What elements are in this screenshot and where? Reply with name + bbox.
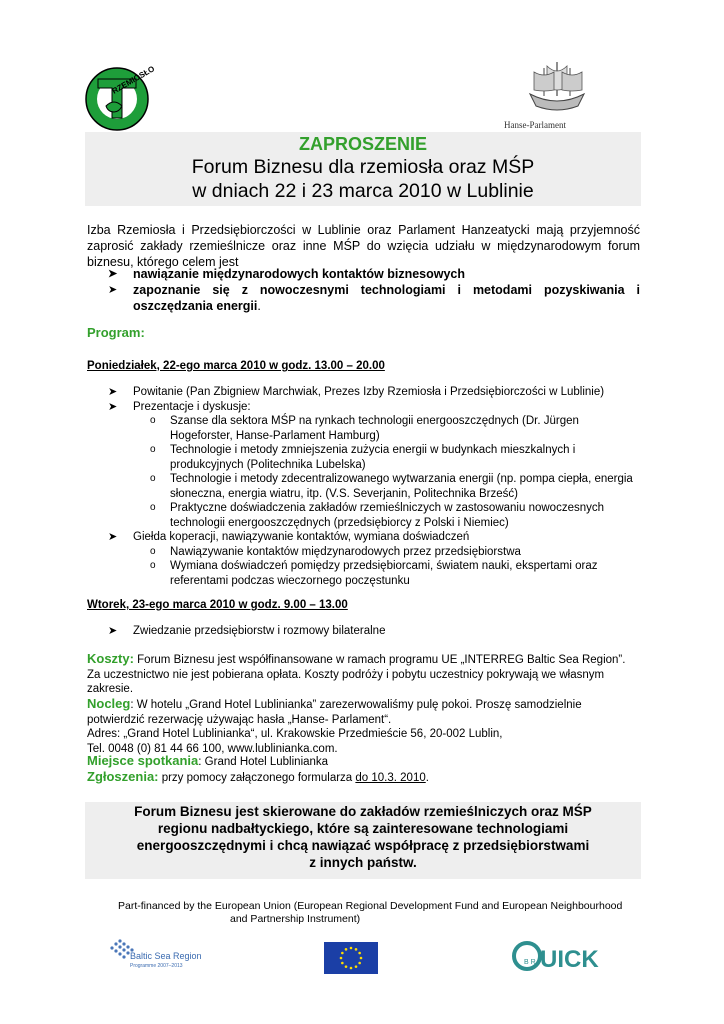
subtitle-line2: w dniach 22 i 23 marca 2010 w Lublinie: [192, 180, 534, 202]
baltic-sea-region-logo: [104, 932, 214, 972]
exchange-item: o Nawiązywanie kontaktów międzynarodowych przez przedsiębiorstwa: [150, 545, 521, 558]
hanse-parlament-caption: Hanse-Parlament: [504, 120, 566, 130]
arrow-bullet-icon: ➤: [108, 400, 118, 413]
venue-label: Miejsce spotkania: [87, 753, 199, 768]
hanse-ship-logo: [522, 58, 592, 118]
funding-line1: Part-financed by the European Union (European Regional Development Fund and European Neighbourhood: [118, 900, 623, 912]
presentation-item: o Praktyczne doświadczenia zakładów rzemieślniczych w zastosowaniu nowoczesnych technologii energooszczędnych (przedsiębiorcy z Polski i Niemiec): [150, 502, 605, 529]
funding-note: [118, 900, 648, 926]
page-title: ZAPROSZENIE: [298, 134, 427, 154]
day1-heading: Poniedziałek, 22-ego marca 2010 w godz. 13.00 – 20.00: [87, 360, 385, 372]
eu-star-icon: [341, 962, 344, 965]
intro-paragraph: [87, 222, 640, 270]
rzemioslo-logo: [84, 64, 157, 132]
eu-star-icon: [358, 962, 361, 965]
eu-star-icon: [350, 947, 353, 950]
eu-star-icon: [358, 952, 361, 955]
eu-star-icon: [355, 948, 358, 951]
presentation-item: o Technologie i metody zdecentralizowanego wytwarzania energii (np. pompa ciepła, energia słoneczna, energia wiatru, itp. (V.S. Severjanin, Politechnika Brześć): [150, 473, 633, 500]
costs-label: Koszty:: [87, 651, 134, 666]
lodging-label: Nocleg: [87, 696, 131, 711]
lodging-paragraph: Nocleg: W hotelu „Grand Hotel Lublinianka” zarezerwowaliśmy pulę pokoi. Proszę samodzielnie potwierdzić rezerwację używając hasła „Hanse- Parlament“. Adres: „Grand Hotel Lublinianka“, ul. Krakowskie Przedmieście 56, 20-002 Lublin, Tel. 0048 (0) 81 44 66 100, www.lublinianka.com.: [87, 697, 640, 756]
circle-bullet-icon: o: [150, 444, 156, 455]
arrow-bullet-icon: ➤: [108, 284, 118, 296]
presentation-item: o Szanse dla sektora MŚP na rynkach technologii energooszczędnych (Dr. Jürgen Hogeforster, Hanse-Parlament Hamburg): [150, 415, 579, 442]
presentation-item: o Technologie i metody zmniejszenia zużycia energii w budynkach mieszkalnych i produkcyjnych (Politechnika Lubelska): [150, 444, 576, 471]
agenda-item: ➤ Powitanie (Pan Zbigniew Marchwiak, Prezes Izby Rzemiosła i Przedsiębiorczości w Lublinie): [108, 386, 605, 398]
svg-text:B R: B R: [524, 959, 536, 966]
circle-bullet-icon: o: [150, 473, 156, 484]
agenda-item: ➤ Zwiedzanie przedsiębiorstw i rozmowy bilateralne: [108, 625, 386, 637]
eu-star-icon: [340, 957, 343, 960]
audience-line: z innych państw.: [309, 855, 417, 870]
audience-line: energooszczędnymi i chcą nawiązać współpracę z przedsiębiorstwami: [136, 838, 590, 853]
goal-item: ➤ zapoznanie się z nowoczesnymi technologiami i metodami pozyskiwania i oszczędzania energii.: [108, 283, 640, 313]
funding-line2: and Partnership Instrument): [230, 913, 361, 925]
presentations-list: [108, 414, 643, 530]
exchange-item: o Wymiana doświadczeń pomiędzy przedsiębiorcami, światem nauki, ekspertami oraz referentami podczas wieczornego poczęstunku: [150, 560, 598, 587]
rzemioslo-logo-text: RZEMIOSŁO: [110, 64, 157, 96]
hotel-address: Adres: „Grand Hotel Lublinianka“, ul. Krakowskie Przedmieście 56, 20-002 Lublin,: [87, 728, 503, 740]
bsr-programme: Programme 2007–2013: [130, 963, 183, 969]
agenda-item: ➤ Prezentacje i dyskusje:: [108, 400, 251, 413]
audience-line: regionu nadbałtyckiego, które są zainteresowane technologiami: [157, 821, 569, 836]
eu-star-icon: [345, 965, 348, 968]
eu-star-icon: [360, 957, 363, 960]
exchange-list: [108, 545, 643, 589]
registration-paragraph: Zgłoszenia: przy pomocy załączonego formularza do 10.3. 2010.: [87, 769, 429, 784]
circle-bullet-icon: o: [150, 545, 156, 557]
eu-star-icon: [341, 952, 344, 955]
audience-line: Forum Biznesu jest skierowane do zakładów rzemieślniczych oraz MŚP: [134, 804, 592, 819]
goal-item: ➤ nawiązanie międzynarodowych kontaktów biznesowych: [108, 267, 466, 281]
circle-bullet-icon: o: [150, 560, 156, 571]
quick-text: UICK: [540, 946, 599, 973]
arrow-bullet-icon: ➤: [108, 531, 118, 543]
program-label: Program:: [87, 325, 145, 340]
registration-deadline: do 10.3. 2010: [355, 772, 426, 784]
day1-agenda: [108, 385, 643, 588]
hotel-phone: Tel. 0048 (0) 81 44 66 100, www.lublinianka.com.: [87, 742, 338, 755]
circle-bullet-icon: o: [150, 415, 156, 426]
day2-heading: Wtorek, 23-ego marca 2010 w godz. 9.00 – 13.00: [87, 599, 348, 611]
bsr-title: Baltic Sea Region: [130, 951, 202, 961]
venue-paragraph: Miejsce spotkania: Grand Hotel Lublinianka: [87, 753, 329, 768]
eu-star-icon: [350, 967, 353, 970]
subtitle-line1: Forum Biznesu dla rzemiosła oraz MŚP: [191, 156, 535, 178]
circle-bullet-icon: o: [150, 502, 156, 513]
arrow-bullet-icon: ➤: [108, 386, 118, 398]
arrow-bullet-icon: ➤: [108, 268, 118, 280]
title-band: [85, 132, 641, 206]
costs-paragraph: Koszty: Forum Biznesu jest współfinansowane w ramach programu UE „INTERREG Baltic Sea Region”. Za uczestnictwo nie jest pobierana opłata. Koszty podróży i pobytu uczestnicy pokrywają we własnym zakresie.: [87, 651, 626, 695]
eu-flag-icon: [324, 942, 378, 974]
agenda-item: ➤ Giełda koperacji, nawiązywanie kontaktów, wymiana doświadczeń: [108, 531, 470, 543]
eu-star-icon: [355, 965, 358, 968]
day2-agenda: [108, 624, 643, 639]
eu-star-icon: [345, 948, 348, 951]
quick-project-logo: [512, 936, 604, 976]
intro-goals: [108, 266, 640, 314]
target-audience-band: [85, 802, 641, 879]
arrow-bullet-icon: ➤: [108, 625, 118, 637]
registration-label: Zgłoszenia:: [87, 769, 159, 784]
intro-text: Izba Rzemiosła i Przedsiębiorczości w Lublinie oraz Parlament Hanzeatycki mają przyjemność zaprosić zakłady rzemieślnicze oraz inne MŚP do wzięcia udziału w międzynarodowym forum biznesu, którego celem jest: [87, 223, 640, 269]
